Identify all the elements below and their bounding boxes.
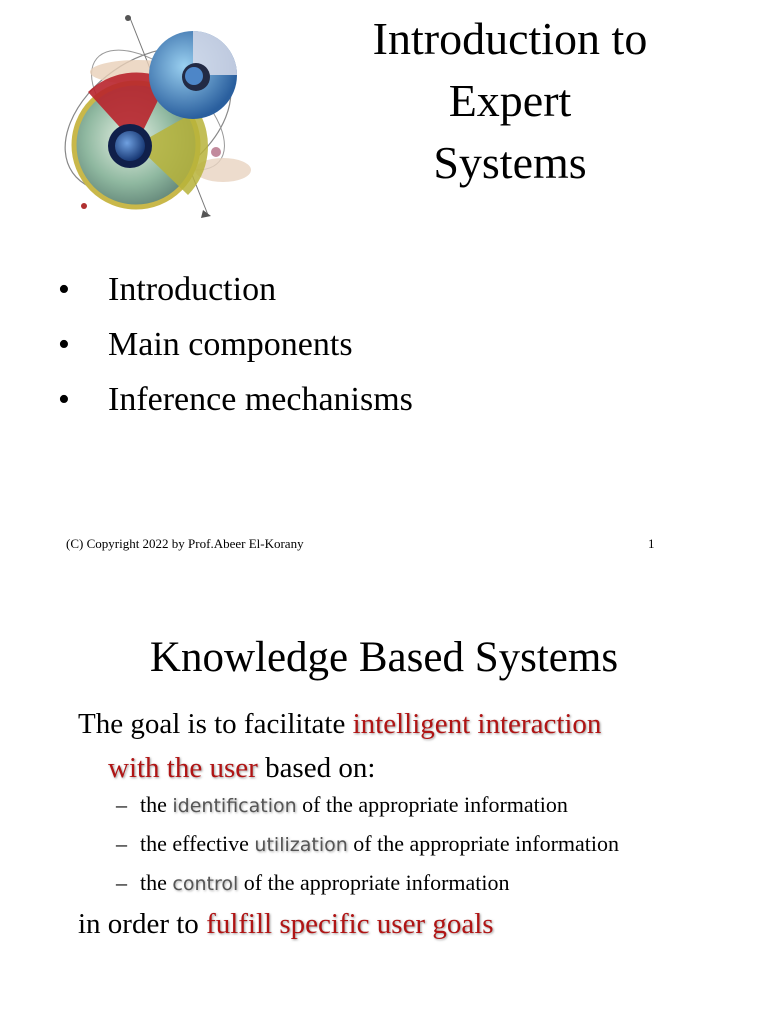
dash-icon: – bbox=[116, 870, 127, 895]
slide-title: Knowledge Based Systems bbox=[149, 634, 619, 681]
dash-icon: – bbox=[116, 792, 127, 817]
slide-title-line: Expert bbox=[448, 75, 572, 126]
sub-text bbox=[140, 786, 568, 825]
emphasis-word: identification bbox=[172, 795, 297, 817]
slide-title-line: Systems bbox=[433, 137, 587, 188]
sub-item bbox=[116, 786, 619, 825]
bullet-text: Main components bbox=[108, 326, 353, 363]
page-number: 1 bbox=[648, 536, 655, 551]
sub-text-after: of the appropriate information bbox=[243, 870, 510, 895]
bullet-item bbox=[58, 372, 413, 427]
paragraph-text: based on: bbox=[265, 752, 376, 784]
sub-item bbox=[116, 864, 619, 903]
bullet-text: Introduction bbox=[108, 271, 277, 308]
sub-text-after: of the appropriate information bbox=[353, 831, 620, 856]
bullet-item bbox=[58, 317, 413, 372]
sub-text bbox=[140, 864, 510, 903]
copyright-footer: (C) Copyright 2022 by Prof.Abeer El-Korany bbox=[66, 536, 304, 551]
highlighted-phrase: fulfill specific user goals bbox=[206, 908, 494, 940]
sub-text-before: the bbox=[140, 870, 167, 895]
bullet-icon: • bbox=[58, 271, 70, 308]
highlighted-phrase: with the user bbox=[108, 752, 258, 784]
sub-text-after: of the appropriate information bbox=[302, 792, 568, 817]
paragraph-text: The goal is to facilitate bbox=[78, 708, 346, 740]
sub-item bbox=[116, 825, 619, 864]
slide-title-line: Introduction to bbox=[372, 13, 648, 64]
goal-paragraph bbox=[78, 702, 738, 790]
bullet-list bbox=[58, 262, 413, 427]
dash-icon: – bbox=[116, 831, 127, 856]
sub-list bbox=[116, 786, 619, 903]
closing-line bbox=[78, 902, 494, 946]
slide-2 bbox=[0, 580, 768, 1024]
bullet-icon: • bbox=[58, 326, 70, 363]
highlighted-phrase: intelligent interaction bbox=[352, 708, 602, 740]
slide-title bbox=[320, 8, 700, 194]
globe-orbit-clipart-icon bbox=[48, 10, 253, 220]
sub-text-before: the effective bbox=[140, 831, 249, 856]
sub-text bbox=[140, 825, 619, 864]
sub-text-before: the bbox=[140, 792, 167, 817]
emphasis-word: control bbox=[172, 873, 239, 895]
bullet-icon: • bbox=[58, 381, 70, 418]
closing-text: in order to bbox=[78, 908, 199, 940]
bullet-item bbox=[58, 262, 413, 317]
emphasis-word: utilization bbox=[254, 834, 348, 856]
paragraph-line bbox=[78, 746, 738, 790]
bullet-text: Inference mechanisms bbox=[108, 381, 413, 418]
